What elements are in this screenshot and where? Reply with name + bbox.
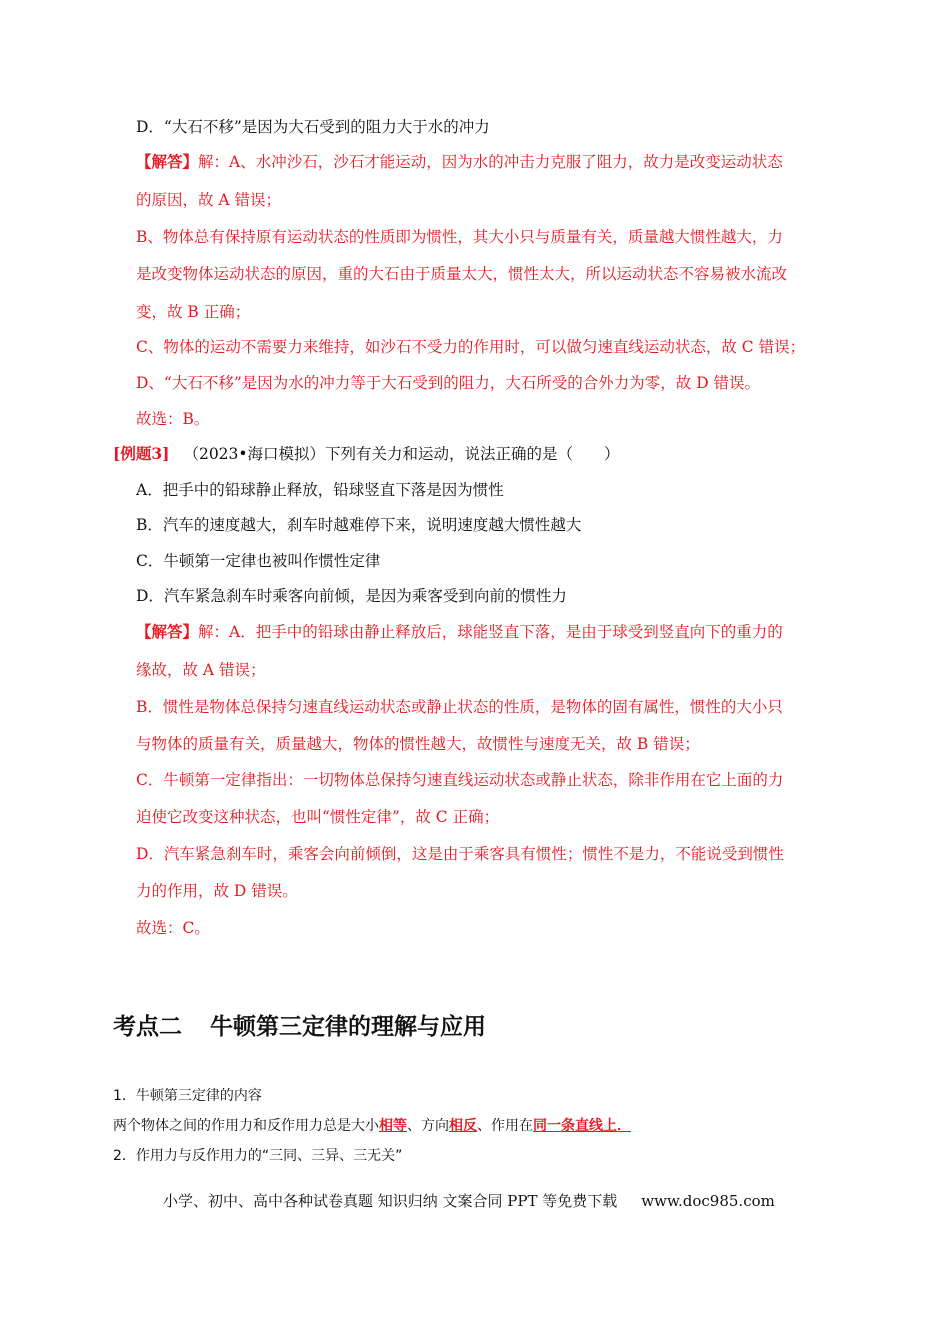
section-title: 牛顿第三定律的理解与应用: [210, 1014, 486, 1040]
answer-line: [136, 622, 783, 642]
option-d: D．汽车紧急刹车时乘客向前倾，是因为乘客受到向前的惯性力: [136, 587, 567, 605]
answer-line: D、“大石不移”是因为水的冲力等于大石受到的阻力，大石所受的合外力为零，故 D 错误。: [136, 374, 761, 392]
answer-text: 解：A．把手中的铅球由静止释放后，球能竖直下落，是由于球受到竖直向下的重力的: [198, 623, 783, 641]
answer-line: 缘故，故 A 错误；: [136, 661, 266, 679]
answer-line: B、物体总有保持原有运动状态的性质即为惯性，其大小只与质量有关，质量越大惯性越大，力: [136, 228, 783, 246]
section-heading: [113, 1012, 486, 1042]
answer-line: 变，故 B 正确；: [136, 303, 251, 321]
question-tag: [例题3]: [113, 444, 170, 463]
question-text: （2023•海口模拟）下列有关力和运动，说法正确的是（ ）: [183, 445, 620, 463]
answer-line: 的原因，故 A 错误；: [136, 191, 282, 209]
answer-line: D．汽车紧急刹车时，乘客会向前倾倒，这是由于乘客具有惯性；惯性不是力，不能说受到惯性: [136, 845, 784, 863]
option-b: B．汽车的速度越大，刹车时越难停下来，说明速度越大惯性越大: [136, 516, 582, 534]
item-title: 1．牛顿第三定律的内容: [113, 1088, 262, 1104]
answer-line: 迫使它改变这种状态，也叫“惯性定律”，故 C 正确；: [136, 808, 500, 826]
answer-line: 与物体的质量有关，质量越大，物体的惯性越大，故惯性与速度无关，故 B 错误；: [136, 735, 700, 753]
content-text: 两个物体之间的作用力和反作用力总是大小: [113, 1118, 379, 1134]
answer-line: 力的作用，故 D 错误。: [136, 882, 298, 900]
question-stem: [113, 444, 620, 464]
answer-choice: 故选：B。: [136, 410, 210, 428]
answer-tag: 【解答】: [136, 622, 199, 641]
footer-site: www.doc985.com: [641, 1192, 775, 1210]
option-c: C．牛顿第一定律也被叫作惯性定律: [136, 552, 381, 570]
answer-text: 解：A、水冲沙石，沙石才能运动，因为水的冲击力克服了阻力，故力是改变运动状态: [198, 153, 783, 171]
option-d: D．“大石不移”是因为大石受到的阻力大于水的冲力: [136, 118, 490, 136]
content-text: 、作用在: [477, 1118, 533, 1134]
item-title: 2．作用力与反作用力的“三同、三异、三无关”: [113, 1148, 403, 1164]
option-a: A．把手中的铅球静止释放，铅球竖直下落是因为惯性: [136, 481, 504, 499]
page-footer: [163, 1191, 775, 1211]
footer-text: 小学、初中、高中各种试卷真题 知识归纳 文案合同 PPT 等免费下载: [163, 1192, 618, 1210]
answer-line: B．惯性是物体总保持匀速直线运动状态或静止状态的性质，是物体的固有属性，惯性的大小只: [136, 698, 783, 716]
answer-choice: 故选：C。: [136, 919, 210, 937]
answer-line: C．牛顿第一定律指出：一切物体总保持匀速直线运动状态或静止状态，除非作用在它上面的力: [136, 771, 784, 789]
answer-tag: 【解答】: [136, 152, 199, 171]
highlight-equal: 相等: [379, 1118, 407, 1134]
item-content: [113, 1116, 631, 1136]
answer-line: [136, 152, 783, 172]
highlight-opposite: 相反: [449, 1118, 477, 1134]
answer-line: 是改变物体运动状态的原因，重的大石由于质量太大，惯性太大，所以运动状态不容易被水流改: [136, 265, 788, 283]
highlight-line: 同一条直线上．: [533, 1118, 631, 1134]
content-text: 、方向: [407, 1118, 449, 1134]
section-number: 考点二: [113, 1014, 182, 1040]
answer-line: C、物体的运动不需要力来维持，如沙石不受力的作用时，可以做匀速直线运动状态，故 C 错误；: [136, 338, 806, 356]
